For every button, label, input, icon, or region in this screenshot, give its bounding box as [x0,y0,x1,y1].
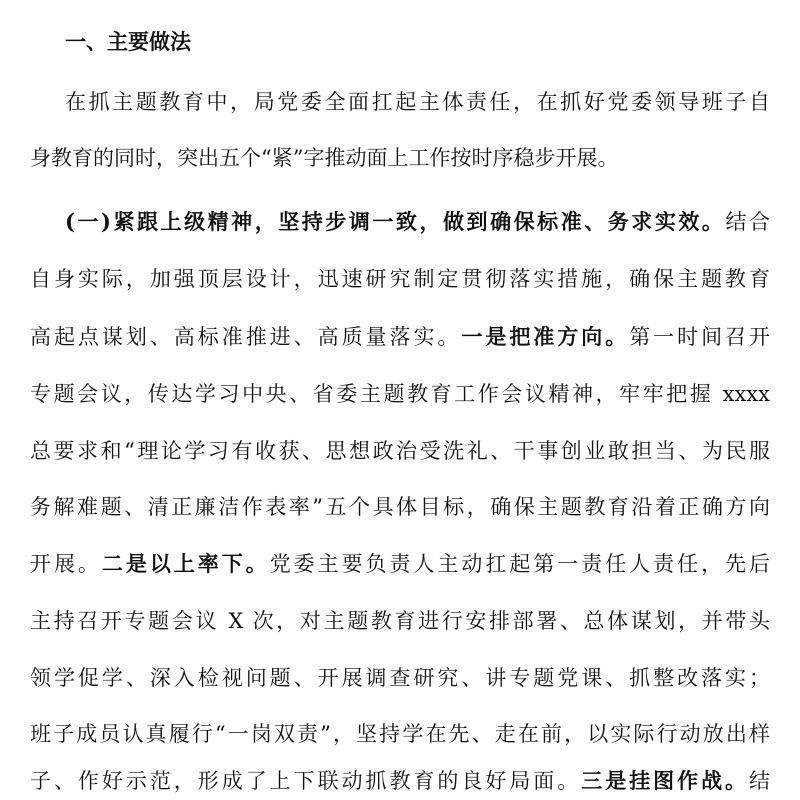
item1-line-4: 专题会议，传达学习中央、省委主题教育工作会议精神，牢牢把握 xxxx [30,382,770,406]
item1-l1-tail: 结合 [725,210,770,234]
item1-line-7 [30,549,770,579]
item1-line-8: 主持召开专题会议 X 次，对主题教育进行安排部署、总体谋划，并带头 [30,609,770,633]
item1-l11-text: 子、作好示范，形成了上下联动抓教育的良好局面。 [30,769,582,793]
item1-line-5: 总要求和“理论学习有收获、思想政治受洗礼、干事创业敢担当、为民服 [30,439,770,463]
item1-l3-tail: 第一时间召开 [629,325,770,349]
item1-l3-text: 高起点谋划、高标准推进、高质量落实。 [30,325,462,349]
section-heading: 一、主要做法 [65,30,191,54]
point-2-title: 二是以上率下。 [101,551,270,576]
item1-line-1 [65,207,770,237]
item1-l11-tail: 结 [749,769,770,793]
item1-l7-head: 开展。 [30,552,102,576]
item1-heading: (一)紧跟上级精神，坚持步调一致，做到确保标准、务求实效。 [65,209,726,234]
point-1-title: 一是把准方向。 [461,324,630,349]
item1-l7-tail: 党委主要负责人主动扛起第一责任人责任，先后 [269,552,770,576]
intro-line-2: 身教育的同时，突出五个“紧”字推动面上工作按时序稳步开展。 [30,146,619,170]
item1-line-6: 务解难题、清正廉洁作表率”五个具体目标，确保主题教育沿着正确方向 [30,495,770,519]
item1-line-10: 班子成员认真履行“一岗双责”，坚持学在先、走在前，以实际行动放出样 [30,722,770,746]
item1-line-11 [30,766,770,796]
item1-line-9: 领学促学、深入检视问题、开展调查研究、讲专题党课、抓整改落实； [30,666,770,690]
intro-line-1: 在抓主题教育中，局党委全面扛起主体责任，在抓好党委领导班子自 [65,90,770,114]
point-3-title: 三是挂图作战。 [581,768,750,793]
item1-line-3 [30,322,770,352]
item1-line-2: 自身实际，加强顶层设计，迅速研究制定贯彻落实措施，确保主题教育 [30,267,770,291]
